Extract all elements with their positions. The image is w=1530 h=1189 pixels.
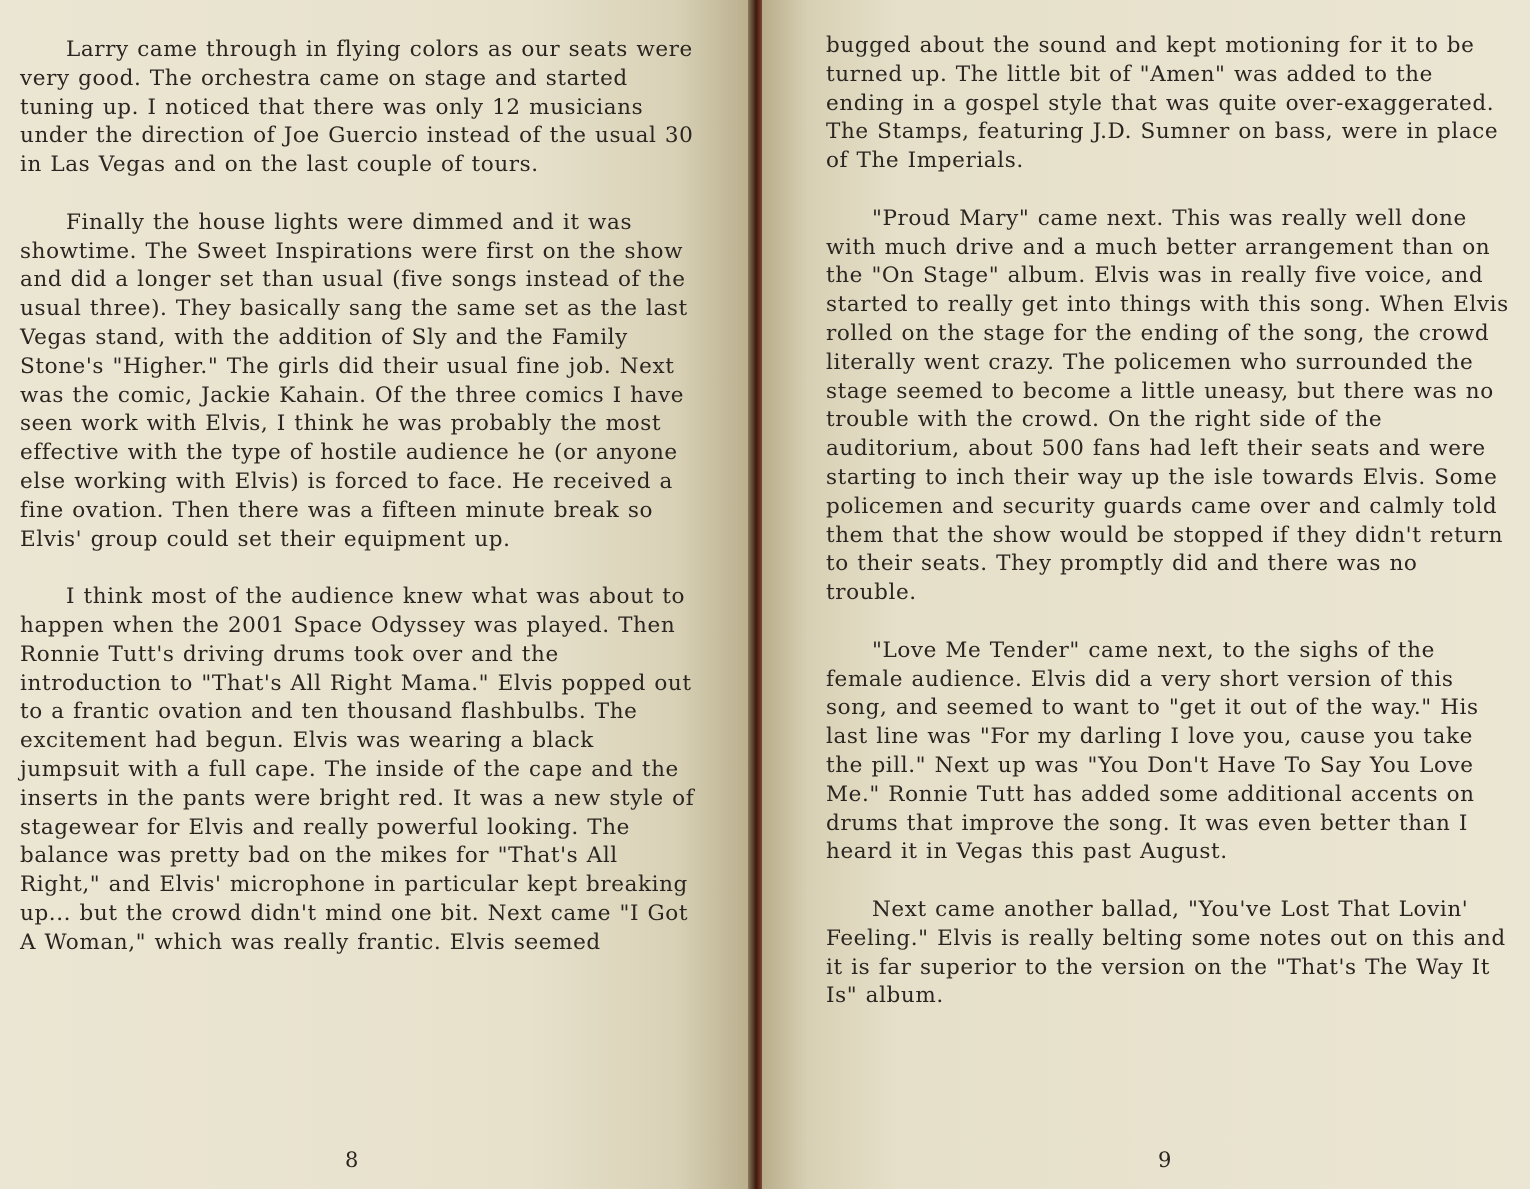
paragraph: Larry came through in flying colors as our seats were very good. The orchestra came on stage and started tuning up. I noticed that there was only 12 musicians under the direction of Joe Guercio instead of the usual 30 in Las Vegas and on the last couple of tours.	[20, 37, 694, 178]
paragraph: bugged about the sound and kept motioning for it to be turned up. The little bit of "Amen" was added to the ending in a gospel style that was quite over-exaggerated. The Stamps, featuring J.D. Sumner on bass, were in place of The Imperials.	[826, 33, 1499, 174]
right-page-text	[826, 32, 1516, 1040]
paragraph: "Proud Mary" came next. This was really well done with much drive and a much better arrangement than on the "On Stage" album. Elvis was in really five voice, and started to really get into things with this song. When Elvis rolled on the stage for the ending of the song, the crowd literally went crazy. The policemen who surrounded the stage seemed to become a little uneasy, but there was no trouble with the crowd. On the right side of the auditorium, about 500 fans had left their seats and were starting to inch their way up the isle towards Elvis. Some policemen and security guards came over and calmly told them that the show would be stopped if they didn't return to their seats. They promptly did and there was no trouble.	[826, 205, 1509, 606]
paragraph: Finally the house lights were dimmed and it was showtime. The Sweet Inspirations were first on the show and did a longer set than usual (five songs instead of the usual three). They basically sang the same set as the last Vegas stand, with the addition of Sly and the Family Stone's "Higher." The girls did their usual fine job. Next was the comic, Jackie Kahain. Of the three comics I have seen work with Elvis, I think he was probably the most effective with the type of hostile audience he (or anyone else working with Elvis) is forced to face. He received a fine ovation. Then there was a fifteen minute break so Elvis' group could set their equipment up.	[20, 209, 688, 552]
page-number: 8	[345, 1148, 359, 1172]
left-page-text	[20, 36, 700, 986]
paragraph: "Love Me Tender" came next, to the sighs of the female audience. Elvis did a very short version of this song, and seemed to want to "get it out of the way." His last line was "For my darling I love you, cause you take the pill." Next up was "You Don't Have To Say You Love Me." Ronnie Tutt has added some additional accents on drums that improve the song. It was even better than I heard it in Vegas this past August.	[826, 637, 1479, 865]
page-number: 9	[1158, 1148, 1172, 1172]
left-page	[0, 0, 752, 1189]
paragraph: Next came another ballad, "You've Lost That Lovin' Feeling." Elvis is really belting some notes out on this and it is far superior to the version on the "That's The Way It Is" album.	[826, 896, 1506, 1009]
paragraph: I think most of the audience knew what was about to happen when the 2001 Space Odyssey was played. Then Ronnie Tutt's driving drums took over and the introduction to "That's All Right Mama." Elvis popped out to a frantic ovation and ten thousand flashbulbs. The excitement had begun. Elvis was wearing a black jumpsuit with a full cape. The inside of the cape and the inserts in the pants were bright red. It was a new style of stagewear for Elvis and really powerful looking. The balance was pretty bad on the mikes for "That's All Right," and Elvis' microphone in particular kept breaking up... but the crowd didn't mind one bit. Next came "I Got A Woman," which was really frantic. Elvis seemed	[20, 584, 695, 955]
right-page	[762, 0, 1530, 1189]
